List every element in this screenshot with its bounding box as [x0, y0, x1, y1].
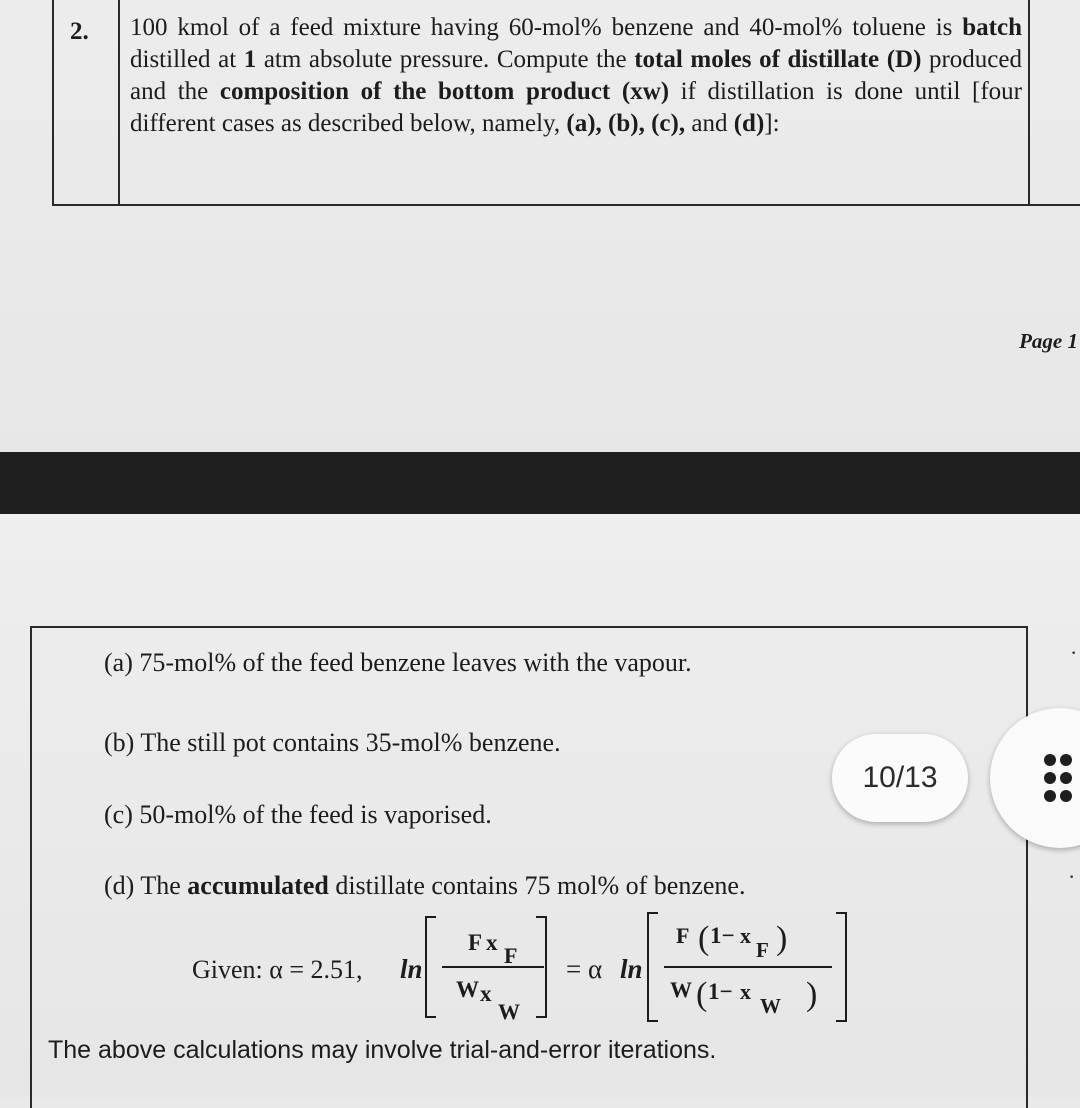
right-bracket-open	[648, 913, 658, 1021]
question-table	[52, 0, 1080, 206]
edge-mark: ·	[1070, 640, 1078, 665]
den2-W: W	[670, 977, 692, 1002]
page-gap	[0, 452, 1080, 514]
part-c: (c) 50-mol% of the feed is vaporised.	[104, 800, 492, 829]
num2-paren-close: )	[776, 920, 788, 957]
ln-left: ln	[400, 954, 423, 984]
den2-x: x	[740, 979, 751, 1004]
den2-paren-close: )	[806, 976, 818, 1013]
question-number: 2.	[70, 18, 89, 45]
equals-alpha: = α	[566, 954, 603, 984]
question-number-cell	[54, 0, 120, 204]
den-sub-W: W	[498, 999, 520, 1024]
num2-paren-open: (	[698, 920, 710, 957]
num2-one-minus: 1−	[710, 923, 735, 948]
table-divider	[1028, 0, 1030, 204]
question-text-part: 1	[243, 46, 257, 73]
num-x: x	[486, 930, 498, 955]
num2-F: F	[676, 923, 690, 948]
question-text-part: atm absolute pressure. Compute the	[256, 46, 635, 73]
num2-sub-F: F	[756, 938, 769, 962]
part-d	[104, 871, 745, 901]
question-text-part: if distillation is done until [four different cases as described below, namely,	[130, 78, 1023, 137]
given-label: Given: α = 2.51,	[192, 955, 363, 984]
question-text-part: distilled at	[130, 46, 244, 73]
page-label: Page 1	[1019, 329, 1078, 353]
num2-x: x	[740, 923, 751, 948]
question-text-part: total moles of distillate (D)	[634, 46, 922, 73]
grid-dots-icon	[990, 708, 1080, 848]
question-text-part: 100 kmol of a feed mixture having 60-mol% benzene and 40-mol% toluene is	[130, 14, 963, 41]
question-text	[130, 12, 1022, 140]
page-counter[interactable]	[832, 734, 968, 822]
more-options-button[interactable]	[990, 708, 1080, 848]
question-text-part: (a), (b), (c),	[566, 110, 686, 137]
footnote: The above calculations may involve trial-and-error iterations.	[48, 1036, 717, 1064]
den2-one-minus: 1−	[708, 979, 733, 1004]
ln-right: ln	[620, 954, 643, 984]
part-b: (b) The still pot contains 35-mol% benzene.	[104, 728, 561, 757]
den2-paren-open: (	[696, 976, 708, 1013]
num-F: F	[468, 930, 483, 955]
question-text-part: (d)	[733, 110, 765, 137]
den2-sub-W: W	[760, 994, 781, 1018]
question-text-part: ]:	[764, 110, 780, 137]
part-d-text: (d) The	[104, 871, 188, 900]
num-sub-F: F	[504, 943, 518, 968]
den-W: W	[456, 977, 479, 1002]
part-a: (a) 75-mol% of the feed benzene leaves with the vapour.	[104, 648, 692, 677]
question-text-part: produced and the	[130, 46, 1022, 105]
question-text-part: and	[685, 110, 734, 137]
question-text-part: batch	[962, 14, 1022, 41]
right-bracket-close	[836, 913, 846, 1021]
den-x: x	[480, 981, 492, 1006]
left-bracket-open	[426, 917, 436, 1017]
rayleigh-equation	[400, 905, 870, 1030]
question-text-part: composition of the bottom product (xw)	[219, 78, 670, 105]
part-d-bold: accumulated	[187, 871, 329, 900]
part-d-text: distillate contains 75 mol% of benzene.	[328, 871, 746, 900]
edge-mark: ·	[1068, 864, 1076, 889]
page-counter-text: 10/13	[862, 761, 938, 794]
